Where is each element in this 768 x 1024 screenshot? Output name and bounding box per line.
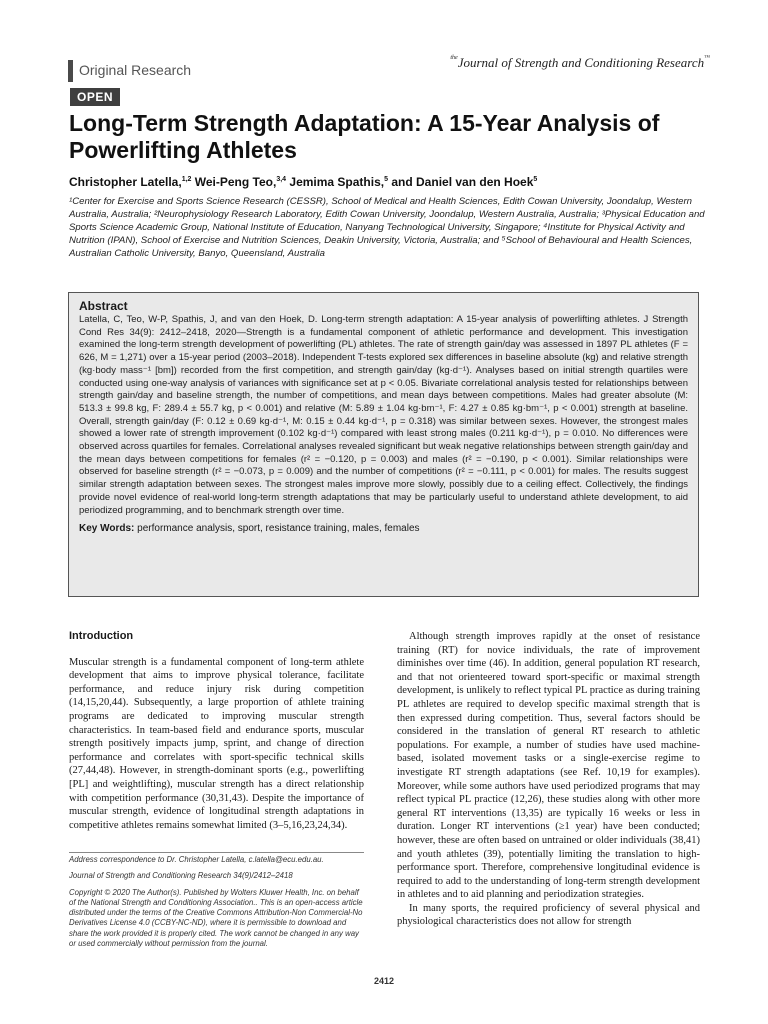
author-affil-sup: 1,2 xyxy=(181,176,192,183)
author-name: Wei-Peng Teo, xyxy=(191,175,277,189)
abstract-text: Latella, C, Teo, W-P, Spathis, J, and van den Hoek, D. Long-term strength adaptation: A 15-year analysis of powerlifting athletes. J Strength Cond Res 34(9): 2412–2418, 2020—Strength is a fundamental component of athletic performance and development. This investigation examined the long-term strength development of powerlifting (PL) athletes. The rate of strength gain/day was assessed in 1897 PL athletes (F = 626, M = 1,271) over a 15-year period (2003–2018). Independent T-tests explored sex differences in baseline absolute (kg) and relative strength (kg·body mass⁻¹ [bm]) recorded from the first competition, and strength gain/day (kg·d⁻¹). Analyses based on initial strength quartiles were conducted using one-way analysis of variances with significance set at p < 0.05. Bivariate correlational analysis tested for relationships between strength gain/day and baseline strength, the number of competitions, and mean days between competitions. Males had greater absolute (M: 513.3 ± 99.8 kg, F: 289.4 ± 55.7 kg, p < 0.001) and relative (M: 5.89 ± 1.04 kg·bm⁻¹, F: 4.27 ± 0.85 kg·bm⁻¹, p < 0.001) strength at baseline. Overall, strength gain/day (F: 0.12 ± 0.69 kg·d⁻¹, M: 0.15 ± 0.44 kg·d⁻¹, p = 0.318) was similar between sexes. However, the strongest males showed a lower rate of strength improvement (0.102 kg·d⁻¹) compared with least strong males (0.211 kg·d⁻¹), p = 0.010. No differences were observed across quartiles for females. Correlational analyses revealed significant but weak negative relationships between strength gain/day and the mean days between competitions for females (r² = −0.120, p = 0.003) and males (r² = −0.190, p < 0.001). Similar relationships were observed for baseline strength (r² = −0.073, p = 0.009) and the number of competitions (r² = −0.111, p < 0.001) for males. The results suggest similar strength adaptation between sexes. The strongest males improve more slowly, possibly due to a ceiling effect. Collectively, the findings provide novel evidence of real-world long-term strength adaptations that may be particularly useful to understand athlete development, to aid periodized programming, and to benchmark strength over time. xyxy=(79,314,688,516)
correspondence-note: Address correspondence to Dr. Christopher Latella, c.latella@ecu.edu.au. xyxy=(69,855,324,864)
keywords-value: performance analysis, sport, resistance training, males, females xyxy=(137,523,420,535)
right-column xyxy=(397,630,700,929)
intro-heading: Introduction xyxy=(69,630,134,642)
footnotes xyxy=(69,855,364,955)
body-paragraph: Although strength improves rapidly at the onset of resistance training (RT) for novice individuals, the rate of improvement diminishes over time (46). In addition, general population RT research, and that not orienteered toward sport-specific or maximal strength development, is unlikely to reflect typical PL practice as during training PL athletes are required to develop specific maximal strength that is then expressed during competition. Thus, several factors should be considered in the translation of general RT research to athletic populations. For example, a number of studies have used machine-based, isolated movement tasks or a single-exercise regime to investigate RT strength adaptations (see Ref. 10,19 for examples). Moreover, while some authors have used periodized programs that may reflect typical PL practice (12,26), these studies along with other more general RT interventions (13,35) are typically 16 weeks or less in duration. Longer RT interventions (≥1 year) have been conducted; however, these are often based on untrained or older individuals (38,41) and youth athletes (39), potentially limiting the translation to high-performance sport. Therefore, comprehensive longitudinal evidence is required to add to the understanding of long-term strength development in athletes and to aid planning and periodization strategies. xyxy=(397,631,700,901)
journal-name: Journal of Strength and Conditioning Research xyxy=(457,55,705,70)
body-paragraph: In many sports, the required proficiency of several physical and physiological characteristics does not allow for strength xyxy=(397,902,700,928)
journal-the: the xyxy=(450,55,458,61)
open-access-badge: OPEN xyxy=(70,88,120,106)
author-list xyxy=(69,175,719,189)
abstract-box xyxy=(68,292,699,597)
citation-note: Journal of Strength and Conditioning Research 34(9)/2412–2418 xyxy=(69,871,293,881)
author-affil-sup: 5 xyxy=(384,176,389,183)
copyright-note: Copyright © 2020 The Author(s). Published by Wolters Kluwer Health, Inc. on behalf of the National Strength and Conditioning Association.. This is an open-access article distributed under the terms of the Creative Commons Attribution-Non Commercial-No Derivatives License 4.0 (CCBY-NC-ND), where it is permissible to download and share the work provided it is properly cited. The work cannot be changed in any way or used commercially without permission from the journal. xyxy=(69,887,363,949)
author-name: Christopher Latella, xyxy=(69,175,182,189)
author-affil-sup: 5 xyxy=(533,176,538,183)
journal-logo xyxy=(450,55,710,71)
footnote-divider xyxy=(69,852,364,853)
author-name: and Daniel van den Hoek xyxy=(388,175,534,189)
author-affil-sup: 3,4 xyxy=(276,176,287,183)
intro-paragraph: Muscular strength is a fundamental component of long-term athlete development that aims to improve physical tolerance, facilitate performance, and reduce injury risk during competition (14,15,20,44). Subsequently, a large proportion of athlete training programs are dedicated to improving muscular strength characteristics. In team-based field and endurance sports, muscular strength positively impacts jump, sprint, and change of direction performance and correlates with sport-specific technical skills (27,44,48). However, in strength-dominant sports (e.g., powerlifting [PL] and weightlifting), muscular strength has a direct relationship with competition performance (30,31,43). Despite the importance of muscular strength, evidence of longitudinal strength adaptations in competitive athletes remains somewhat limited (3–5,16,23,24,34). xyxy=(69,656,364,831)
abstract-heading: Abstract xyxy=(79,299,128,313)
section-bar xyxy=(68,60,73,82)
affiliations: ¹Center for Exercise and Sports Science Research (CESSR), School of Medical and Health Sciences, Edith Cowan University, Joondalup, Western Australia, Australia; ²Neurophysiology Research Laboratory, Edith Cowan University, Joondalup, Western Australia, Australia; ³Physical Education and Sports Science Academic Group, National Institute of Education, Nanyang Technological University, Singapore; ⁴Institute for Physical Activity and Nutrition (IPAN), School of Exercise and Nutrition Sciences, Deakin University, Victoria, Australia; and ⁵School of Behavioural and Health Sciences, Australian Catholic University, Banyo, Queensland, Australia xyxy=(69,196,705,259)
page-number: 2412 xyxy=(373,976,395,986)
section-label: Original Research xyxy=(79,62,192,78)
author-name: Jemima Spathis, xyxy=(286,175,385,189)
left-column xyxy=(69,630,364,832)
article-title: Long-Term Strength Adaptation: A 15-Year Analysis of Powerlifting Athletes xyxy=(69,110,660,163)
journal-tm: ™ xyxy=(704,55,710,61)
keywords-label: Key Words: xyxy=(79,523,135,535)
keywords-line xyxy=(79,523,688,534)
